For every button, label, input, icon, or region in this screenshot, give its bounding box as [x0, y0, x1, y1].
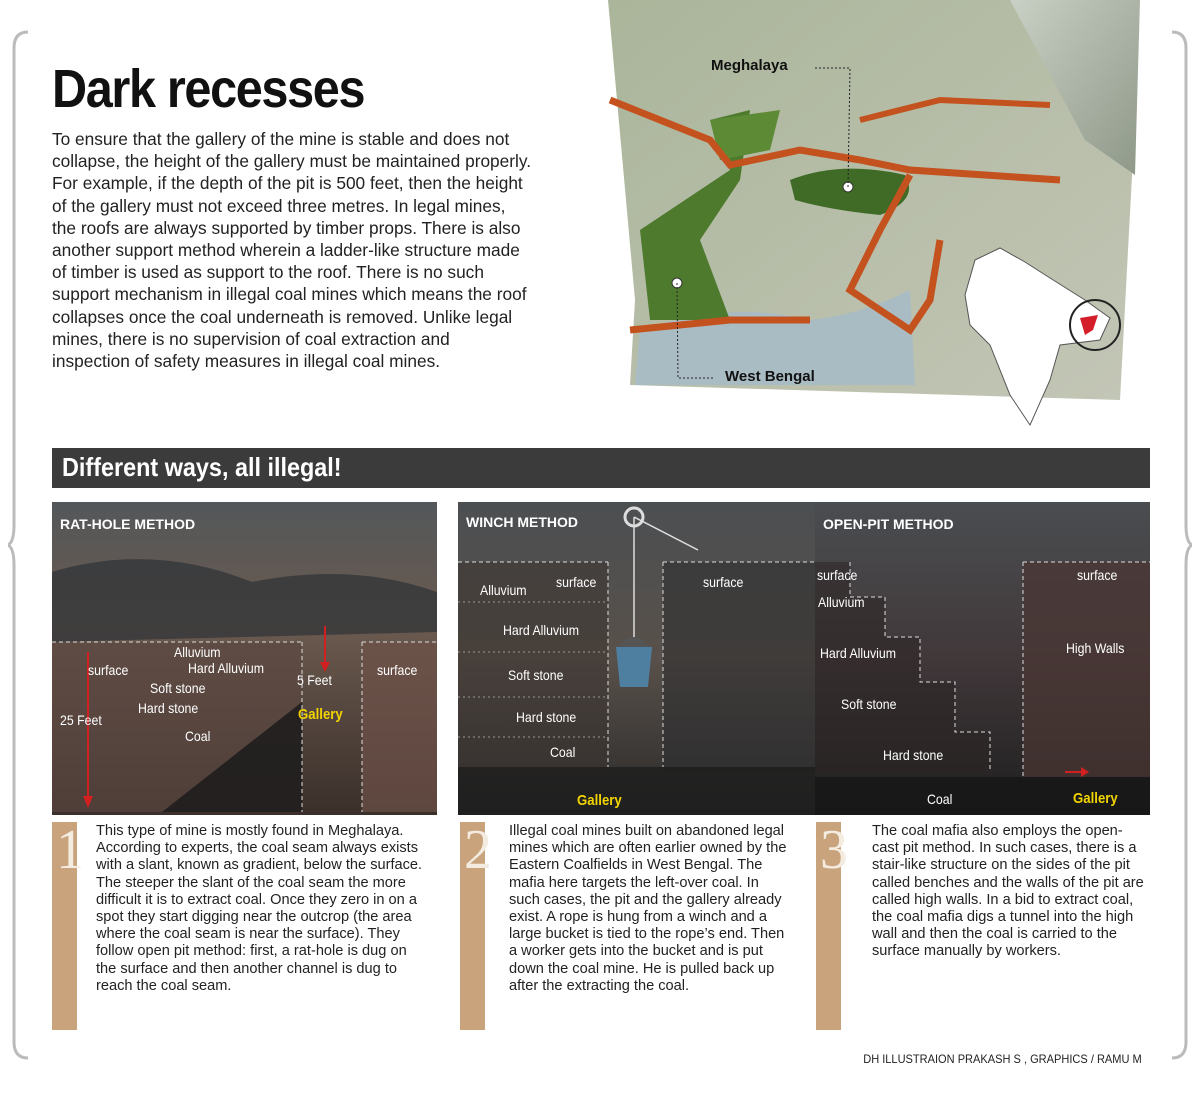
intro-paragraph: To ensure that the gallery of the mine is stable and does not collapse, the height of the gallery must be maintained properly. For example, if the depth of the pit is 500 feet, then the height of the gallery must not exceed three metres. In legal mines, the roofs are always supported by timber props. There is also another support method wherein a ladder-like structure made of timber is used as support to the roof. There is no such support mechanism in illegal coal mines which means the roof collapses once the coal underneath is removed. Unlike legal mines, there is no supervision of coal extraction and inspection of safety measures in illegal coal mines.: [52, 129, 532, 372]
label-5-feet: 5 Feet: [297, 672, 332, 688]
map-graphic: [580, 0, 1150, 440]
label-gallery: Gallery: [577, 792, 622, 809]
section-title: Different ways, all illegal!: [62, 452, 342, 482]
label-coal: Coal: [185, 728, 211, 744]
label-hard-stone: Hard stone: [516, 709, 577, 725]
label-hard-stone: Hard stone: [138, 700, 199, 716]
label-surface-right: surface: [703, 574, 744, 590]
map-illustration: [580, 0, 1150, 440]
label-surface-left: surface: [88, 662, 129, 678]
label-hard-stone: Hard stone: [883, 747, 944, 763]
method-description: The coal mafia also employs the open-cast pit method. In such cases, there is a stair-like structure on the sides of the pit called benches and the walls of the pit are called high walls. In a bid to extract coal, the coal mafia digs a tunnel into the high wall and then the coal is carried to the surface manually by workers.: [872, 823, 1144, 960]
label-hard-alluvium: Hard Alluvium: [503, 622, 580, 638]
rat-hole-graphic: [52, 502, 437, 815]
label-hard-alluvium: Hard Alluvium: [188, 660, 265, 676]
label-soft-stone: Soft stone: [841, 696, 897, 712]
method-name: RAT-HOLE METHOD: [60, 516, 196, 532]
label-surface-left: surface: [556, 574, 597, 590]
page-title: Dark recesses: [52, 59, 365, 119]
map-label-west-bengal: West Bengal: [725, 368, 815, 385]
section-header-bar: [52, 448, 1150, 488]
left-brace: [8, 30, 30, 1060]
winch-method-illustration: [458, 502, 843, 815]
method-name: WINCH METHOD: [466, 514, 578, 530]
step-number: 3: [820, 819, 848, 881]
label-alluvium: Alluvium: [480, 582, 527, 598]
label-surface-left: surface: [817, 567, 858, 583]
winch-graphic: [458, 502, 843, 815]
label-soft-stone: Soft stone: [508, 667, 564, 683]
label-gallery: Gallery: [298, 706, 343, 723]
method-name: OPEN-PIT METHOD: [823, 516, 954, 532]
label-surface-right: surface: [1077, 567, 1118, 583]
label-soft-stone: Soft stone: [150, 680, 206, 696]
rat-hole-method-illustration: [52, 502, 437, 815]
credit-line: DH ILLUSTRAION PRAKASH S , GRAPHICS / RAMU M: [863, 1052, 1142, 1066]
label-high-walls: High Walls: [1066, 640, 1125, 656]
label-25-feet: 25 Feet: [60, 712, 102, 728]
label-alluvium: Alluvium: [174, 644, 221, 660]
label-coal: Coal: [550, 744, 576, 760]
method-description: Illegal coal mines built on abandoned legal mines which are often earlier owned by the Eastern Coalfields in West Bengal. The mafia here targets the left-over coal. In such cases, the pit and the gallery already exist. A rope is hung from a winch and a large bucket is tied to the rope’s end. Then a worker gets into the bucket and is put down the coal mine. He is pulled back up after the extracting the coal.: [509, 823, 787, 994]
label-gallery: Gallery: [1073, 790, 1118, 807]
label-coal: Coal: [927, 791, 953, 807]
step-number: 2: [464, 819, 492, 881]
map-label-meghalaya: Meghalaya: [711, 57, 788, 74]
label-alluvium: Alluvium: [818, 594, 865, 610]
open-pit-method-illustration: [815, 502, 1200, 815]
step-number: 1: [56, 819, 84, 881]
label-surface-right: surface: [377, 662, 418, 678]
label-hard-alluvium: Hard Alluvium: [820, 645, 897, 661]
method-description: This type of mine is mostly found in Meghalaya. According to experts, the coal seam always exists with a slant, known as gradient, below the surface. The steeper the slant of the coal seam the more difficult it is to extract coal. Once they zero in on a spot they start digging near the outcrop (the area where the coal seam is near the surface). They follow open pit method: first, a rat-hole is dug on the surface and then another channel is dug to reach the coal seam.: [96, 823, 423, 994]
